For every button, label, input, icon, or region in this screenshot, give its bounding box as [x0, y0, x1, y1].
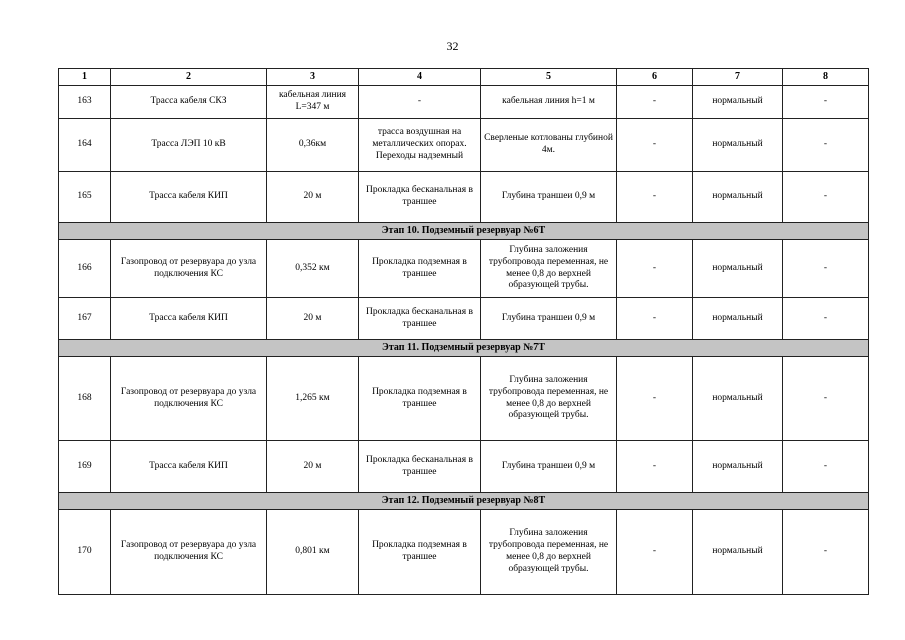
table-cell: нормальный [693, 172, 783, 223]
table-cell: - [617, 172, 693, 223]
table-cell: 170 [59, 510, 111, 595]
table-cell: 163 [59, 86, 111, 119]
table-cell: нормальный [693, 240, 783, 298]
table-cell: нормальный [693, 119, 783, 172]
column-header: 4 [359, 69, 481, 86]
table-row [59, 86, 869, 119]
table-row [59, 510, 869, 595]
table-cell: 1,265 км [267, 357, 359, 441]
table-row [59, 441, 869, 493]
table-cell: - [783, 441, 869, 493]
table-cell: Сверленые котлованы глубиной 4м. [481, 119, 617, 172]
table-cell: 166 [59, 240, 111, 298]
table-cell: нормальный [693, 510, 783, 595]
column-header: 1 [59, 69, 111, 86]
table-cell: Глубина заложения трубопровода переменная, не менее 0,8 до верхней образующей трубы. [481, 357, 617, 441]
table-cell: - [617, 240, 693, 298]
table-cell: - [617, 357, 693, 441]
table-cell: Газопровод от резервуара до узла подключения КС [111, 240, 267, 298]
page-number: 32 [446, 39, 459, 53]
column-header: 3 [267, 69, 359, 86]
stage-title: Этап 11. Подземный резервуар №7Т [59, 340, 869, 357]
column-header: 5 [481, 69, 617, 86]
table-cell: Глубина заложения трубопровода переменная, не менее 0,8 до верхней образующей трубы. [481, 510, 617, 595]
stage-title: Этап 12. Подземный резервуар №8Т [59, 493, 869, 510]
table-cell: - [783, 298, 869, 340]
table-cell: - [783, 172, 869, 223]
table-cell: - [783, 119, 869, 172]
table-cell: 165 [59, 172, 111, 223]
column-header: 6 [617, 69, 693, 86]
column-header: 8 [783, 69, 869, 86]
table-cell: Газопровод от резервуара до узла подключения КС [111, 357, 267, 441]
table-cell: 167 [59, 298, 111, 340]
table-cell: Глубина траншеи 0,9 м [481, 172, 617, 223]
stage-row [59, 340, 869, 357]
table-cell: - [783, 357, 869, 441]
table-cell: 0,352 км [267, 240, 359, 298]
table-cell: 164 [59, 119, 111, 172]
table-cell: нормальный [693, 298, 783, 340]
table-cell: Трасса кабеля СКЗ [111, 86, 267, 119]
table-cell: нормальный [693, 441, 783, 493]
table-cell: 0,801 км [267, 510, 359, 595]
table-cell: 20 м [267, 172, 359, 223]
table-row [59, 240, 869, 298]
table-cell: - [617, 86, 693, 119]
table-cell: кабельная линия h=1 м [481, 86, 617, 119]
stage-title: Этап 10. Подземный резервуар №6Т [59, 223, 869, 240]
table-cell: Прокладка подземная в траншее [359, 240, 481, 298]
stage-row [59, 493, 869, 510]
table-cell: Прокладка подземная в траншее [359, 357, 481, 441]
table-cell: Трасса ЛЭП 10 кВ [111, 119, 267, 172]
table-cell: 20 м [267, 298, 359, 340]
table-cell: - [617, 441, 693, 493]
table-row [59, 119, 869, 172]
table-cell: - [617, 119, 693, 172]
table-cell: кабельная линия L=347 м [267, 86, 359, 119]
table-row [59, 298, 869, 340]
table-cell: - [617, 510, 693, 595]
table-cell: нормальный [693, 357, 783, 441]
table-cell: 169 [59, 441, 111, 493]
column-header: 2 [111, 69, 267, 86]
table-row [59, 172, 869, 223]
stage-row [59, 223, 869, 240]
table-cell: Глубина заложения трубопровода переменная, не менее 0,8 до верхней образующей трубы. [481, 240, 617, 298]
table-cell: трасса воздушная на металлических опорах. Переходы надземный [359, 119, 481, 172]
table-cell: Прокладка бесканальная в траншее [359, 172, 481, 223]
table-cell: Глубина траншеи 0,9 м [481, 441, 617, 493]
table-cell: - [617, 298, 693, 340]
table-cell: - [359, 86, 481, 119]
table-cell: Трасса кабеля КИП [111, 441, 267, 493]
table-cell: Прокладка подземная в траншее [359, 510, 481, 595]
table-cell: Прокладка бесканальная в траншее [359, 441, 481, 493]
table-cell: Трасса кабеля КИП [111, 172, 267, 223]
document-table [58, 68, 869, 595]
table-cell: нормальный [693, 86, 783, 119]
table-cell: - [783, 240, 869, 298]
table-cell: Трасса кабеля КИП [111, 298, 267, 340]
table-row [59, 357, 869, 441]
table-cell: 20 м [267, 441, 359, 493]
table-cell: 0,36км [267, 119, 359, 172]
table-cell: - [783, 86, 869, 119]
table-cell: Газопровод от резервуара до узла подключения КС [111, 510, 267, 595]
table-header-row [59, 69, 869, 86]
table-cell: - [783, 510, 869, 595]
table-cell: Глубина траншеи 0,9 м [481, 298, 617, 340]
column-header: 7 [693, 69, 783, 86]
table-cell: Прокладка бесканальная в траншее [359, 298, 481, 340]
table-cell: 168 [59, 357, 111, 441]
